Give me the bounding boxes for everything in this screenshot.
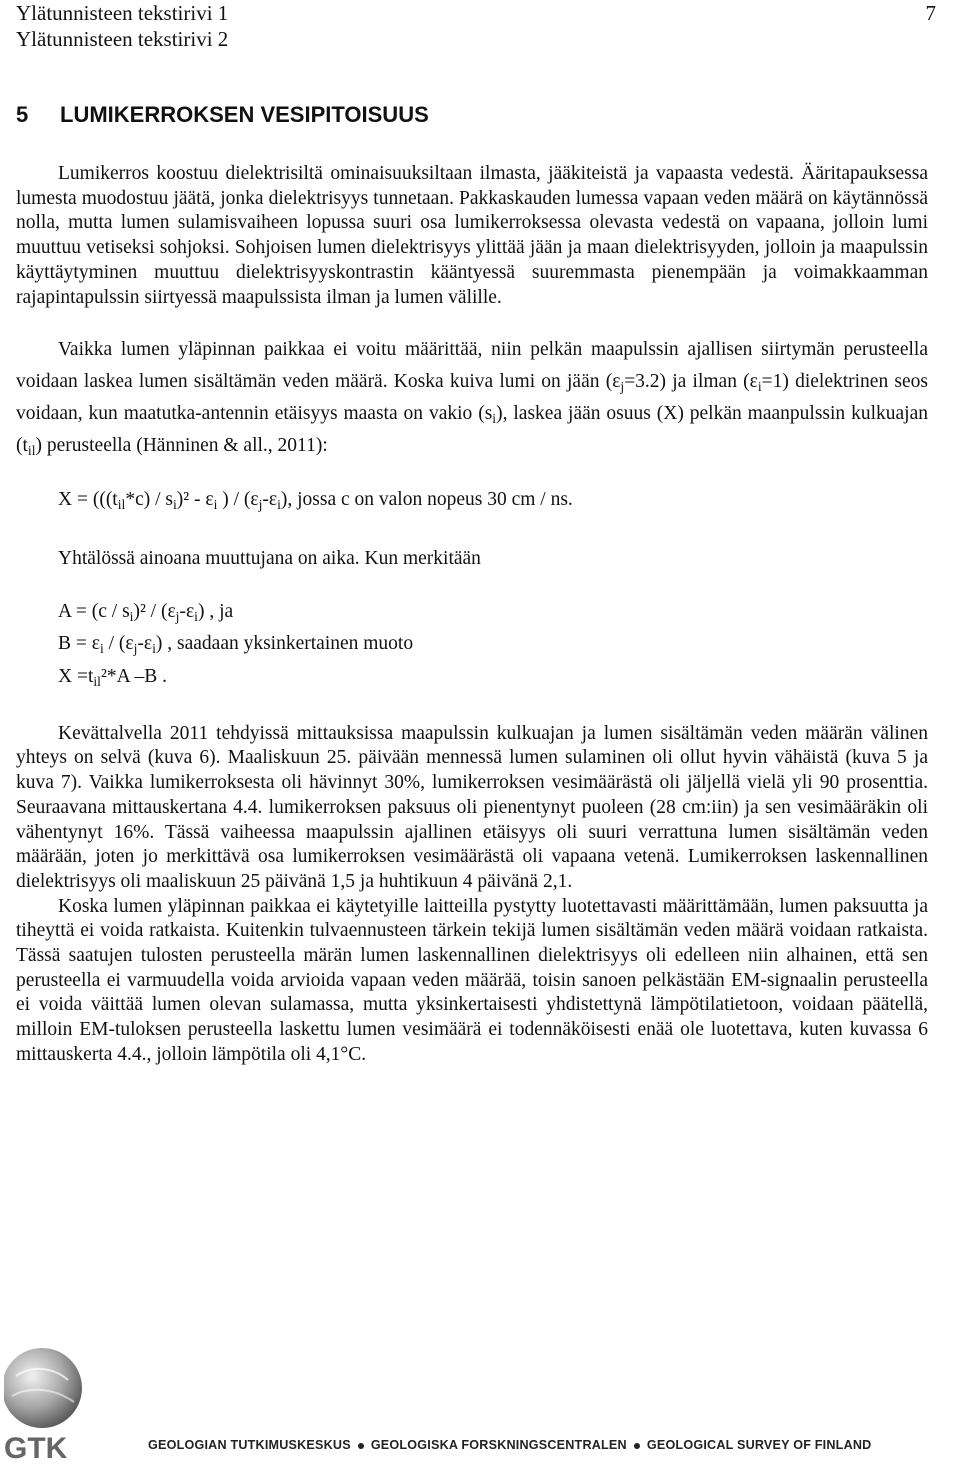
subscript: i — [757, 379, 762, 395]
document-body — [16, 162, 928, 1068]
formula-text: ) , ja — [197, 600, 234, 622]
formula-x-definition — [16, 488, 928, 513]
paragraph-4: Kevättalvella 2011 tehdyissä mittauksissa maapulssin kulkuajan ja lumen sisältämän veden määrän välinen yhteys on selvä (kuva 6). Maaliskuun 25. päivään mennessä lumen sulaminen oli ollut hyvin vähäistä (kuva 5 ja kuva 7). Vaikka lumikerroksesta oli hävinnyt 30%, lumikerroksen vesimäärästä oli jäljellä vielä yli 90 prosenttia. Seuraavana mittauskertana 4.4. lumikerroksen paksuus oli pienentynyt puoleen (28 cm:iin) ja sen vesimääräkin oli vähentynyt 16%. Tässä vaiheessa maapulssin ajallinen etäisyys oli suuri verrattuna lumen sisältämän veden määrään, joten jo merkittävä osa lumikerroksen vesimäärästä oli vapaana vetenä. Lumikerroksen laskennallinen dielektrisyys oli maaliskuun 25 päivänä 1,5 ja huhtikuun 4 päivänä 2,1. — [16, 722, 928, 892]
paragraph-2 — [16, 334, 928, 462]
subscript: il — [93, 674, 101, 690]
formula-text: ), jossa c on valon nopeus 30 cm / ns. — [280, 489, 573, 511]
subscript: il — [117, 497, 126, 513]
formula-text: ) , saadaan yksinkertainen muoto — [155, 633, 414, 655]
formula-text: B = ε — [58, 633, 100, 655]
formula-text: X =t — [58, 666, 94, 688]
paragraph-5: Koska lumen yläpinnan paikkaa ei käytetyille laitteilla pystytty luotettavasti määrittämään, lumen paksuutta ja tiheyttä ei voida ratkaista. Kuitenkin tulvaennusteen tärkein tekijä lumen sisältämän veden määrä voidaan ratkaista. Tässä saatujen tulosten perusteella märän lumen laskennallinen dielektrisyys oli edelleen niin alhainen, että sen perusteella ei varmuudella voida arvioida vapaan veden määrää, toisin sanoen pelkästään EM-signaalin perusteella ei voida väittää lumen olevan sulamassa, mutta yksinkertaisesti yhdistettynä lämpötilatietoon, voidaan päätellä, milloin EM-tuloksen perusteella laskettu lumen vesimäärä ei todennäköisesti enää ole luotettava, kuten kuvassa 6 mittauskerta 4.4., jolloin lämpötila oli 4,1°C. — [16, 895, 928, 1065]
subscript: il — [27, 443, 36, 459]
paragraph-2-text: =3.2) ja ilman (ε — [624, 371, 758, 393]
formula-text: ) / (ε — [217, 489, 259, 511]
page-number: 7 — [925, 1, 936, 25]
page-header — [16, 0, 936, 52]
formula-text: X = (((t — [58, 489, 118, 511]
formula-x-simplified — [16, 665, 928, 690]
org-name-sv: GEOLOGISKA FORSKNINGSCENTRALEN — [370, 1438, 627, 1452]
subscript: j — [175, 608, 180, 624]
logo-text: GTK — [4, 1432, 68, 1464]
formula-a — [16, 600, 928, 625]
section-title: LUMIKERROKSEN VESIPITOISUUS — [60, 102, 429, 127]
paragraph-2-text: ), laskea jään osuus (X) pelkän maanpulssin kulkuajan (t — [16, 403, 928, 457]
subscript: i — [194, 608, 198, 624]
subscript: i — [213, 497, 218, 513]
section-number: 5 — [16, 102, 29, 127]
page-footer — [0, 1336, 960, 1464]
organization-names — [148, 1438, 871, 1452]
bullet-separator — [358, 1443, 364, 1449]
subscript: i — [129, 608, 134, 624]
subscript: i — [172, 497, 177, 513]
subscript: j — [258, 497, 263, 513]
subscript: j — [133, 641, 138, 657]
org-name-en: GEOLOGICAL SURVEY OF FINLAND — [646, 1438, 872, 1452]
gtk-logo — [4, 1340, 114, 1464]
subscript: i — [277, 497, 281, 513]
paragraph-2-text: Vaikka lumen yläpinnan paikkaa ei voitu määrittää, niin pelkän maapulssin ajallisen siirtymän perusteella voidaan laskea lumen sisältämän veden määrä. Koska kuiva lumi on jään (ε — [16, 339, 928, 393]
paragraph-2-text: ) perusteella (Hänninen & all., 2011): — [35, 435, 328, 457]
formula-text: -ε — [179, 600, 195, 622]
section-heading — [16, 102, 429, 128]
paragraph-1: Lumikerros koostuu dielektrisiltä ominaisuuksiltaan ilmasta, jääkiteistä ja vapaasta vedestä. Ääritapauksessa lumesta muodostuu jäätä, jonka dielektrisyys tunnetaan. Pakkaskauden lumessa vapaan veden määrä on käytännössä nolla, mutta lumen sulamisvaiheen lopussa suuri osa lumikerroksessa olevasta vedestä on vapaana, jolloin lumi muuttuu vetiseksi sohjoksi. Sohjoisen lumen dielektrisyys ylittää jään ja maan dielektrisyyden, jolloin ja maapulssin käyttäytyminen muuttuu dielektrisyyskontrastin kääntyessä suuremmasta pienempään ja voimakkaamman rajapintapulssin siirtyessä maapulssista ilman ja lumen välille. — [16, 163, 928, 308]
formula-text: / (ε — [103, 633, 134, 655]
globe-icon — [4, 1348, 82, 1428]
formula-text: -ε — [262, 489, 278, 511]
subscript: i — [492, 411, 497, 427]
formula-b — [16, 632, 928, 657]
formula-text: -ε — [137, 633, 153, 655]
org-name-fi: GEOLOGIAN TUTKIMUSKESKUS — [148, 1438, 351, 1452]
subscript: j — [620, 379, 625, 395]
subscript: i — [99, 641, 104, 657]
formula-text: )² - ε — [176, 489, 214, 511]
formula-text: ²*A –B . — [100, 666, 167, 688]
header-line-2: Ylätunnisteen tekstirivi 2 — [16, 27, 229, 51]
formula-text: A = (c / s — [58, 600, 130, 622]
paragraph-3: Yhtälössä ainoana muuttujana on aika. Kun merkitään — [58, 547, 481, 569]
formula-text: *c) / s — [125, 489, 173, 511]
subscript: i — [152, 641, 156, 657]
paragraph-2-text: =1) dielektrinen seos voidaan, kun maatutka-antennin etäisyys maasta on vakio (s — [16, 371, 929, 425]
formula-text: )² / (ε — [133, 600, 176, 622]
bullet-separator — [634, 1443, 640, 1449]
header-line-1: Ylätunnisteen tekstirivi 1 — [16, 1, 229, 25]
